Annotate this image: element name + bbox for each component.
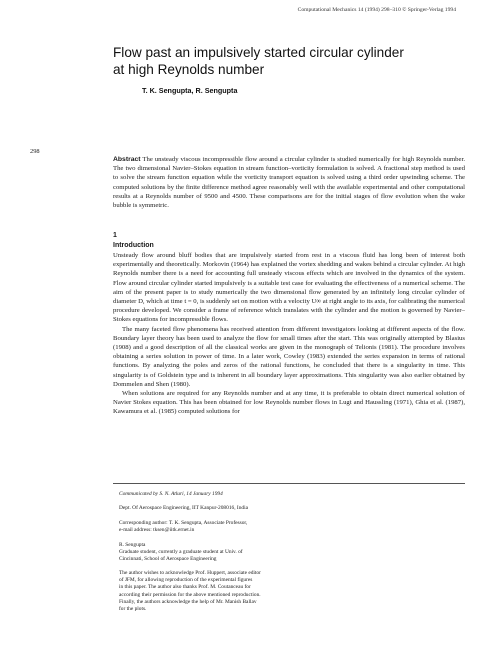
intro-paragraph-1: Unsteady flow around bluff bodies that are impulsively started from rest in a viscous fluid has long been of interest both experimentally and theoretically. Morkovin (1964) has explained the vortex shedding and wakes behind a circular cylinder. At high Reynolds number there is a need for accounting full unsteady viscous effects which are involved in the dynamics of the system. Flow around circular cylinder started impulsively is a suitable test case for evaluating the effectiveness of a numerical scheme. The aim of the present paper is to study numerically the two dimensional flow generated by an infinitely long circular cylinder of diameter D, which at time t = 0, is suddenly set on motion with a velocity U∞ at right angle to its axis, for calibrating the numerical procedure developed. We consider a frame of reference which translates with the cylinder and the motion is governed by Navier–Stokes equations for incompressible flows. bbox=[113, 252, 465, 324]
corresponding-line-2: e-mail address: tksen@iitk.ernet.in bbox=[119, 527, 195, 534]
footnote-divider bbox=[113, 483, 465, 484]
second-author-line-1: Graduate student, currently a graduate student at Univ. of bbox=[119, 548, 243, 555]
ack-line-6: for the plots. bbox=[119, 605, 147, 612]
abstract-text: The unsteady viscous incompressible flow around a circular cylinder is studied numerically for high Reynolds number. The two dimensional Navier–Stokes equation in stream function–vorticity formulation is solved. A fractional step method is used to solve the stream function equation while the vorticity transport equation is solved using a third order upwinding scheme. The computed solutions by the finite difference method agree reasonably well with the available experimental and other computational results at a Reynolds number of 9500 and 4500. These comparisons are for the initial stages of flow evolution when the wake bubble is symmetric. bbox=[113, 156, 465, 210]
introduction-body bbox=[113, 251, 465, 417]
footnote-affiliation bbox=[119, 505, 319, 512]
intro-paragraph-2: The many faceted flow phenomena has received attention from different investigators looking at different aspects of the flow. Boundary layer theory has been used to analyze the flow for small times after the start. This was originally attempted by Blasius (1908) and a good description of all the classical works are given in the monograph of Telionis (1981). The procedure involves obtaining a series solution in power of time. In a later work, Cowley (1983) extended the series expansion in terms of rational functions. By analyzing the poles and zeros of the rational functions, he concluded that there is a singularity in time. This singularity is of Goldstein type and is inherent in all boundary layer approximations. This singularity was also earlier obtained by Dommelen and Shen (1980). bbox=[113, 325, 465, 388]
section-title: Introduction bbox=[113, 242, 154, 249]
affiliation-text: Dept. Of Aerospace Engineering, IIT Kanpur-208016, India bbox=[119, 505, 248, 512]
footnote-second-author bbox=[119, 542, 319, 563]
second-author-name: R. Sengupta bbox=[119, 541, 146, 548]
ack-line-1: The author wishes to acknowledge Prof. Huppert, associate editor bbox=[119, 570, 261, 577]
ack-line-2: of JFM, for allowing reproduction of the experimental figures bbox=[119, 577, 253, 584]
footnote-acknowledgement bbox=[119, 570, 319, 613]
paper-title-line-2: at high Reynolds number bbox=[113, 62, 265, 77]
page-number: 298 bbox=[30, 148, 40, 155]
journal-header: Computational Mechanics 14 (1994) 298–310 © Springer-Verlag 1994 bbox=[297, 7, 456, 13]
ack-line-5: Finally, the authors acknowledge the help of Mr. Manish Ballav bbox=[119, 598, 257, 605]
paper-authors: T. K. Sengupta, R. Sengupta bbox=[142, 86, 238, 95]
footnote-communicated bbox=[119, 491, 319, 498]
ack-line-4: according their permission for the above mentioned reproduction. bbox=[119, 591, 261, 598]
second-author-line-2: Cincinnati, School of Aerospace Engineering bbox=[119, 555, 217, 562]
paper-title bbox=[113, 44, 433, 78]
paper-title-line-1: Flow past an impulsively started circular cylinder bbox=[113, 45, 404, 60]
abstract bbox=[113, 155, 465, 210]
corresponding-line-1: Corresponding author: T. K. Sengupta, Associate Professor, bbox=[119, 519, 248, 526]
abstract-label: Abstract bbox=[113, 156, 141, 163]
communicated-text: Communicated by S. N. Atluri, 14 January 1994 bbox=[119, 491, 223, 497]
footnote-corresponding bbox=[119, 520, 319, 534]
footnotes bbox=[119, 491, 319, 620]
section-number: 1 bbox=[113, 232, 117, 239]
intro-paragraph-3: When solutions are required for any Reynolds number and at any time, it is preferable to obtain direct numerical solution of Navier Stokes equation. This has been obtained for low Reynolds number flows in Lugt and Haussling (1971), Ghia et al. (1987), Kawamura et al. (1985) computed solutions for bbox=[113, 390, 465, 416]
ack-line-3: in this paper. The author also thanks Prof. M. Coutanceau for bbox=[119, 584, 251, 591]
